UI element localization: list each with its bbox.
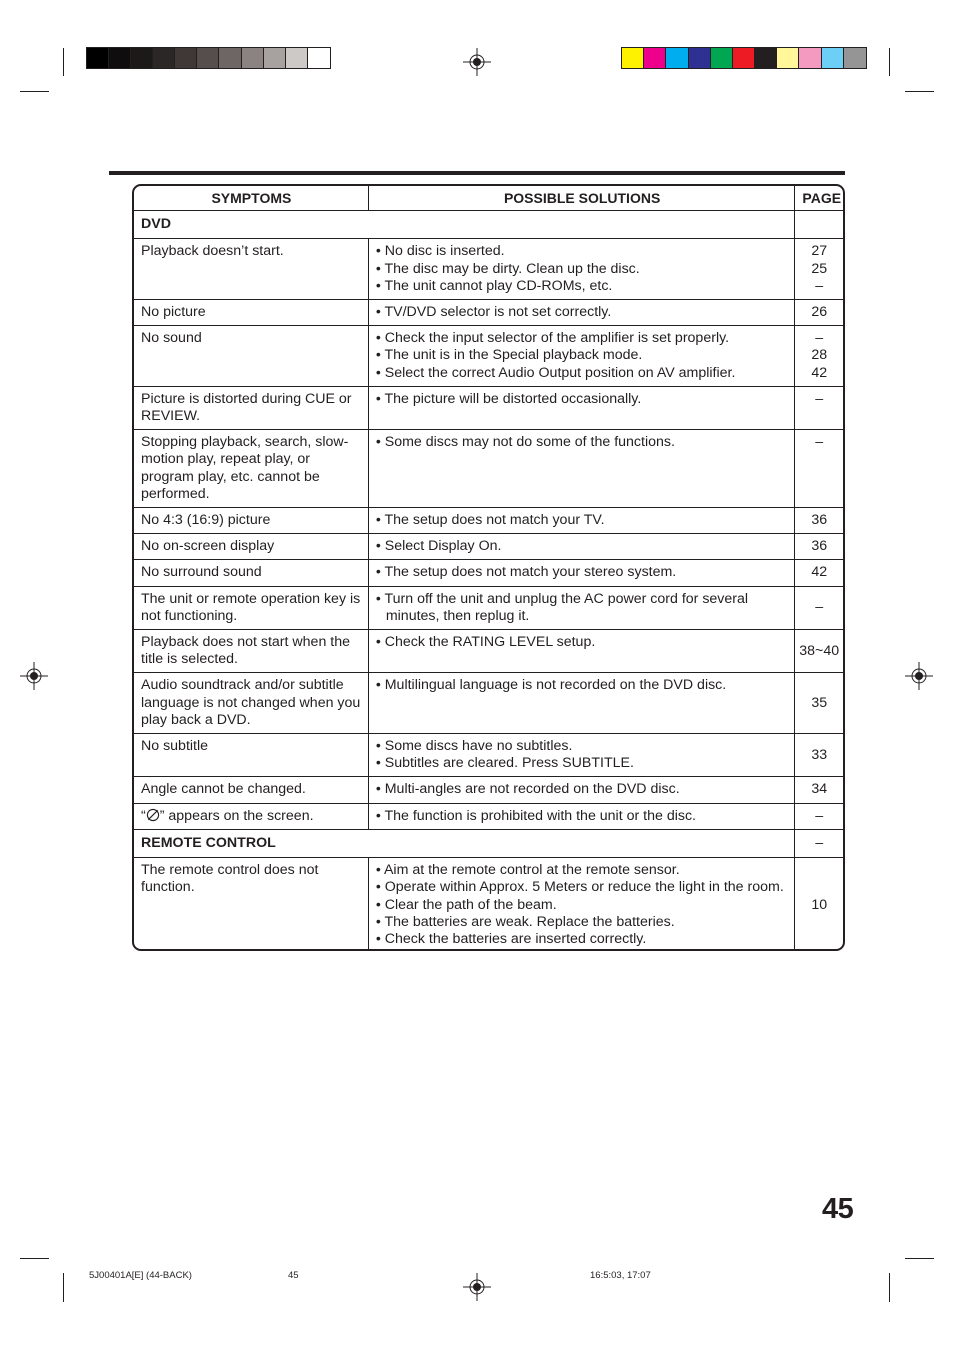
crop-mark (20, 1258, 49, 1259)
page-ref: 25 (811, 260, 828, 277)
symptom-cell: No on-screen display (134, 534, 368, 560)
table-row (134, 560, 843, 586)
solution-item: • Aim at the remote control at the remote sensor. (375, 862, 680, 879)
solution-item: • Multilingual language is not recorded on the DVD disc. (375, 677, 727, 694)
solution-item: • Clear the path of the beam. (375, 896, 557, 913)
color-swatch (822, 48, 844, 68)
symptom-cell: No picture (134, 300, 368, 326)
table-row (134, 300, 843, 326)
section-page: – (795, 829, 843, 857)
table-row (134, 777, 843, 803)
page-cell (795, 326, 843, 387)
solutions-cell (368, 326, 795, 387)
symptom-cell: The remote control does not function. (134, 858, 368, 951)
crop-mark (905, 1258, 934, 1259)
page-cell (795, 508, 843, 534)
color-bar (621, 47, 867, 69)
header-symptoms: SYMPTOMS (134, 186, 368, 211)
page-ref: 38~40 (799, 642, 840, 659)
solution-item: • The disc may be dirty. Clean up the disc. (375, 260, 640, 277)
solution-item: • Select Display On. (375, 538, 502, 555)
color-swatch (799, 48, 821, 68)
page-cell (795, 560, 843, 586)
color-swatch (197, 48, 219, 68)
page-cell (795, 430, 843, 508)
solutions-cell (368, 508, 795, 534)
crop-mark (63, 1273, 64, 1302)
registration-mark-icon (463, 48, 491, 76)
registration-mark-icon (20, 662, 48, 690)
solutions-cell (368, 534, 795, 560)
page-ref: – (815, 434, 824, 451)
solutions-cell (368, 858, 795, 951)
symptom-prefix: “ (141, 807, 146, 824)
page-ref: 27 (811, 243, 828, 260)
solutions-cell (368, 430, 795, 508)
solution-item: • Operate within Approx. 5 Meters or reduce the light in the room. (375, 879, 784, 896)
symptom-cell: No 4:3 (16:9) picture (134, 508, 368, 534)
page-ref: 10 (811, 896, 828, 913)
footer-code: 5J00401A[E] (44-BACK) (89, 1270, 192, 1281)
page-cell (795, 239, 843, 300)
solutions-cell (368, 386, 795, 429)
solutions-cell (368, 586, 795, 629)
crop-mark (889, 48, 890, 76)
solution-item: • TV/DVD selector is not set correctly. (375, 304, 612, 321)
solutions-cell (368, 777, 795, 803)
page-cell (795, 630, 843, 673)
table-row (134, 734, 843, 777)
solutions-cell (368, 803, 795, 829)
page-cell (795, 803, 843, 829)
page-cell (795, 734, 843, 777)
solutions-cell (368, 630, 795, 673)
page-cell (795, 777, 843, 803)
registration-mark-icon (905, 662, 933, 690)
color-swatch (308, 48, 330, 68)
table-row (134, 586, 843, 629)
table-row (134, 326, 843, 387)
page-ref: – (815, 390, 824, 407)
color-swatch (733, 48, 755, 68)
color-swatch (175, 48, 197, 68)
solution-item: • The setup does not match your stereo system. (375, 564, 677, 581)
page-ref: – (815, 277, 824, 294)
page-number: 45 (822, 1193, 854, 1225)
symptom-cell: Playback doesn’t start. (134, 239, 368, 300)
color-swatch (242, 48, 264, 68)
page-ref: 28 (811, 347, 828, 364)
table-row (134, 630, 843, 673)
color-swatch (777, 48, 799, 68)
solution-item: • The batteries are weak. Replace the batteries. (375, 913, 675, 930)
solutions-cell (368, 734, 795, 777)
symptom-cell: No sound (134, 326, 368, 387)
color-swatch (711, 48, 733, 68)
solution-item: • Some discs have no subtitles. (375, 738, 573, 755)
section-title: DVD (134, 211, 795, 239)
color-swatch (153, 48, 175, 68)
color-swatch (689, 48, 711, 68)
solutions-cell (368, 673, 795, 734)
page-ref: 36 (811, 512, 828, 529)
symptom-suffix: ” appears on the screen. (159, 807, 314, 824)
table-header-row (134, 186, 843, 211)
solution-item: • Subtitles are cleared. Press SUBTITLE. (375, 755, 634, 772)
table-row (134, 803, 843, 829)
color-swatch (109, 48, 131, 68)
section-row (134, 829, 843, 857)
color-swatch (264, 48, 286, 68)
symptom-cell: Playback does not start when the title is selected. (134, 630, 368, 673)
section-title: REMOTE CONTROL (134, 829, 795, 857)
solution-item: • The unit cannot play CD-ROMs, etc. (375, 277, 613, 294)
table-row (134, 508, 843, 534)
page-ref: 34 (811, 781, 828, 798)
solution-item: • The unit is in the Special playback mode. (375, 347, 643, 364)
symptom-cell: Audio soundtrack and/or subtitle language is not changed when you play back a DVD. (134, 673, 368, 734)
solution-item: • Check the batteries are inserted correctly. (375, 930, 647, 947)
table-row (134, 430, 843, 508)
solution-item: • The setup does not match your TV. (375, 512, 605, 529)
page-ref: – (815, 599, 824, 616)
color-swatch (131, 48, 153, 68)
page-ref: 42 (811, 364, 828, 381)
section-page (795, 211, 843, 239)
header-solutions: POSSIBLE SOLUTIONS (368, 186, 795, 211)
header-page: PAGE (795, 186, 843, 211)
solution-item: • Check the input selector of the amplifier is set properly. (375, 330, 730, 347)
color-swatch (87, 48, 109, 68)
troubleshooting-table (132, 184, 845, 951)
symptom-cell: The unit or remote operation key is not functioning. (134, 586, 368, 629)
solutions-cell (368, 239, 795, 300)
solution-item: • Check the RATING LEVEL setup. (375, 634, 596, 651)
solutions-cell (368, 560, 795, 586)
page-ref: – (815, 807, 824, 824)
color-swatch (844, 48, 866, 68)
symptom-cell: Angle cannot be changed. (134, 777, 368, 803)
symptom-cell: Picture is distorted during CUE or REVIEW. (134, 386, 368, 429)
registration-mark-icon (463, 1273, 491, 1301)
page-ref: 42 (811, 564, 828, 581)
page-ref: 33 (811, 746, 828, 763)
table-row (134, 239, 843, 300)
color-swatch (622, 48, 644, 68)
solution-item: • Turn off the unit and unplug the AC power cord for several minutes, then replug it. (375, 590, 749, 624)
page-cell (795, 386, 843, 429)
table-row (134, 858, 843, 951)
solution-item: • Multi-angles are not recorded on the DVD disc. (375, 781, 680, 798)
solution-item: • Select the correct Audio Output position on AV amplifier. (375, 364, 736, 381)
page-ref: 36 (811, 538, 828, 555)
crop-mark (63, 48, 64, 76)
table-row (134, 386, 843, 429)
solution-item: • The function is prohibited with the unit or the disc. (375, 807, 696, 824)
solution-item: • No disc is inserted. (375, 243, 505, 260)
page-cell (795, 586, 843, 629)
page-cell (795, 673, 843, 734)
page-ref: 35 (811, 694, 828, 711)
color-swatch (286, 48, 308, 68)
page-ref: 26 (811, 304, 828, 321)
page-cell (795, 300, 843, 326)
solution-item: • The picture will be distorted occasionally. (375, 390, 642, 407)
crop-mark (20, 91, 49, 92)
section-row (134, 211, 843, 239)
footer-timestamp: 16:5:03, 17:07 (590, 1270, 651, 1281)
symptom-cell: No surround sound (134, 560, 368, 586)
top-rule (109, 171, 845, 175)
color-swatch (644, 48, 666, 68)
page-cell (795, 858, 843, 951)
solution-item: • Some discs may not do some of the functions. (375, 434, 675, 451)
grayscale-bar (86, 47, 331, 69)
table-row (134, 534, 843, 560)
table-row (134, 673, 843, 734)
color-swatch (219, 48, 241, 68)
crop-mark (889, 1273, 890, 1302)
page-cell (795, 534, 843, 560)
footer-page: 45 (288, 1270, 299, 1281)
color-swatch (755, 48, 777, 68)
color-swatch (666, 48, 688, 68)
page-ref: – (815, 330, 824, 347)
symptom-cell (134, 803, 368, 829)
symptom-cell: Stopping playback, search, slow-motion play, repeat play, or program play, etc. cannot be performed. (134, 430, 368, 508)
prohibited-icon (146, 808, 160, 822)
crop-mark (905, 91, 934, 92)
symptom-cell: No subtitle (134, 734, 368, 777)
solutions-cell (368, 300, 795, 326)
